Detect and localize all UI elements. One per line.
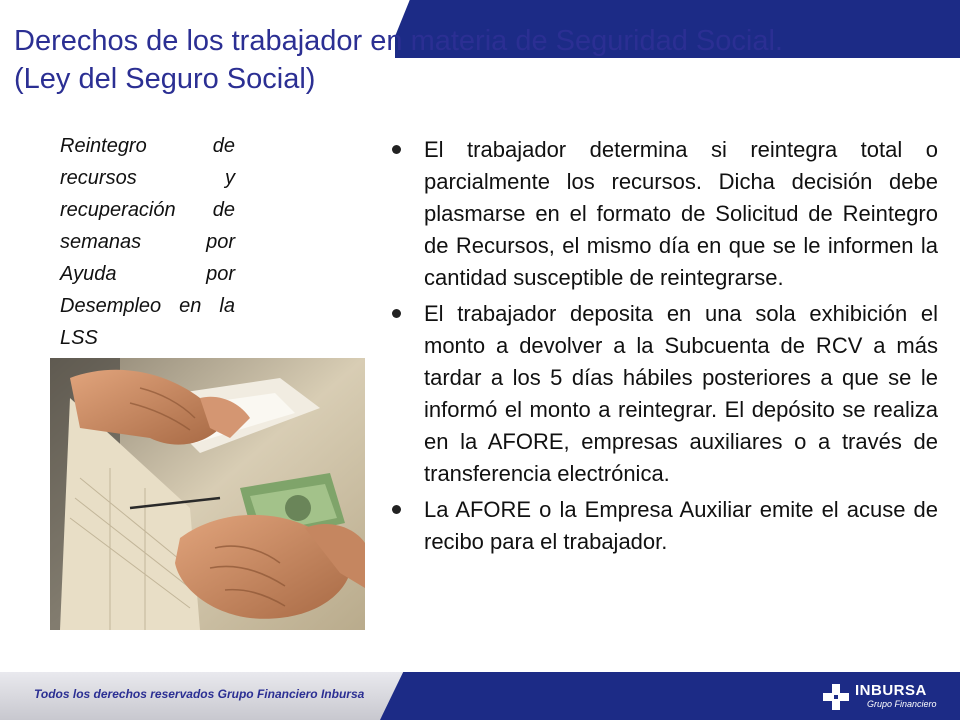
bullet-text: El trabajador deposita en una sola exhibición el monto a devolver a la Subcuenta de RCV a más tardar a los 5 días hábiles posteriores a que se le informó el monto a reintegrar. El depósito se realiza en la AFORE, empresas auxiliares o a través de transferencia electrónica.	[424, 301, 938, 486]
bullet-text: La AFORE o la Empresa Auxiliar emite el acuse de recibo para el trabajador.	[424, 497, 938, 554]
slide-title-line-2: (Ley del Seguro Social)	[14, 63, 316, 95]
side-caption: Reintegro de recursos y recuperación de semanas por Ayuda por Desempleo en la LSS	[60, 135, 235, 349]
bullet-icon	[392, 505, 401, 514]
bullet-item	[386, 298, 938, 490]
bullet-icon	[392, 145, 401, 154]
brand-subtitle: Grupo Financiero	[867, 699, 937, 709]
slide-title-line-1: Derechos de los trabajador en materia de Seguridad Social.	[14, 25, 783, 57]
slide-title	[14, 22, 944, 98]
bullet-list	[386, 134, 938, 562]
bullet-item	[386, 134, 938, 294]
bullet-item	[386, 494, 938, 558]
bullet-text: El trabajador determina si reintegra total o parcialmente los recursos. Dicha decisión debe plasmarse en el formato de Solicitud de Reintegro de Recursos, el mismo día en que se le informen la cantidad susceptible de reintegrarse.	[424, 137, 938, 290]
inbursa-cross-logo-icon	[821, 682, 851, 712]
footer-rights-text: Todos los derechos reservados Grupo Financiero Inbursa	[34, 687, 365, 701]
inbursa-logo	[815, 676, 955, 716]
brand-name: INBURSA	[855, 682, 927, 699]
bullet-icon	[392, 309, 401, 318]
hands-money-photo	[50, 358, 365, 630]
